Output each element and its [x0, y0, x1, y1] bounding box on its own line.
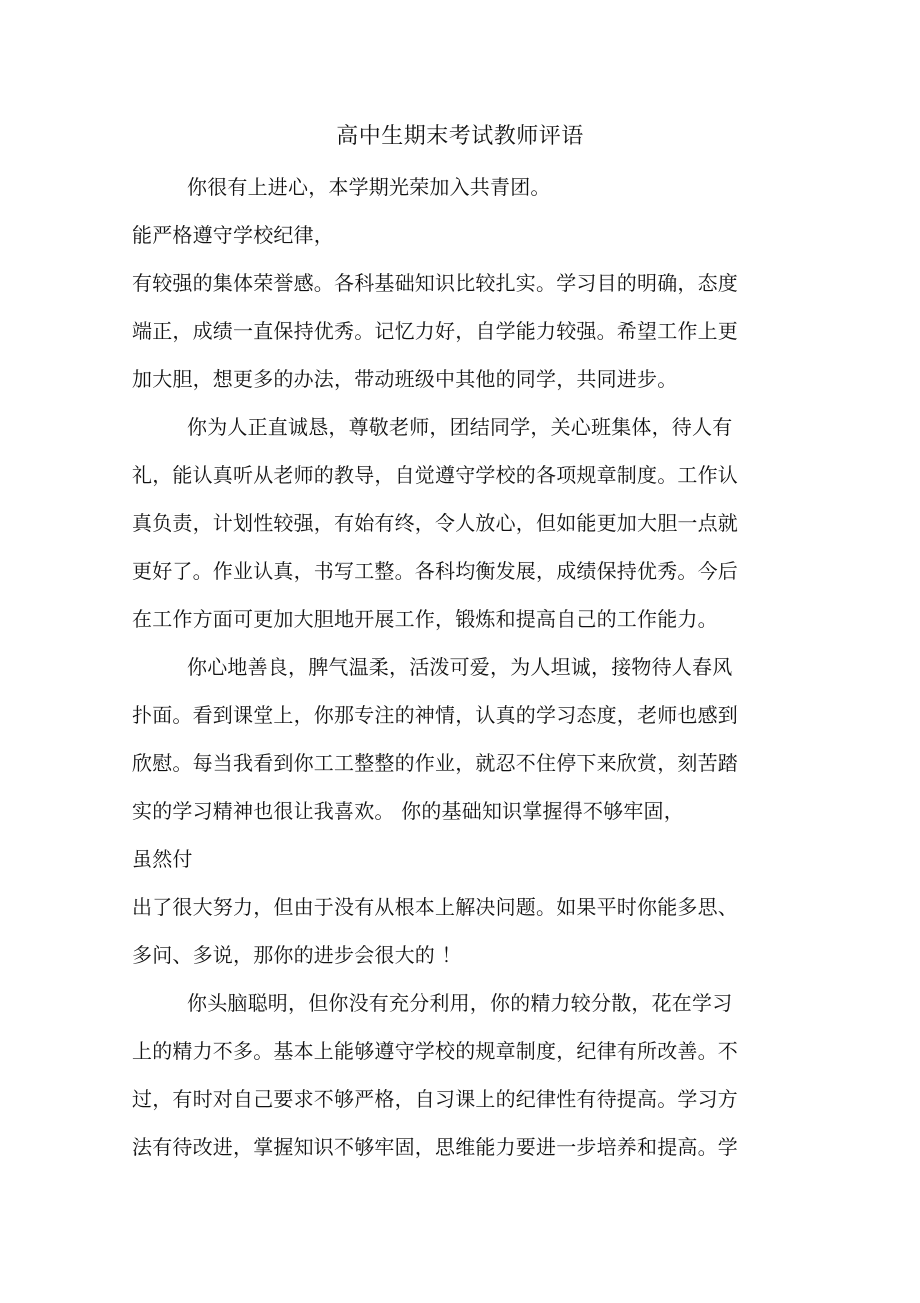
text-line: 上的精力不多。基本上能够遵守学校的规章制度，纪律有所改善。不 [132, 1039, 738, 1063]
text-line: 端正，成绩一直保持优秀。记忆力好，自学能力较强。希望工作上更 [132, 319, 738, 343]
text-line: 多问、多说，那你的进步会很大的 ！ [132, 943, 462, 967]
text-line: 出了很大努力，但由于没有从根本上解决问题。如果平时你能多思、 [132, 895, 738, 919]
document-title: 高中生期末考试教师评语 [336, 124, 584, 149]
text-line: 在工作方面可更加大胆地开展工作，锻炼和提高自己的工作能力。 [132, 607, 718, 631]
text-line: 扑面。看到课堂上，你那专注的神情，认真的学习态度，老师也感到 [132, 703, 738, 727]
document-body [132, 163, 772, 1171]
text-line: 礼，能认真听从老师的教导，自觉遵守学校的各项规章制度。工作认 [132, 463, 738, 487]
text-line: 欣慰。每当我看到你工工整整的作业，就忍不住停下来欣赏，刻苦踏 [132, 751, 738, 775]
text-line: 加大胆，想更多的办法，带动班级中其他的同学，共同进步。 [132, 367, 678, 391]
text-line: 能严格遵守学校纪律， [132, 223, 334, 247]
text-line: 法有待改进，掌握知识不够牢固，思维能力要进一步培养和提高。学 [132, 1135, 738, 1159]
text-line: 更好了。作业认真，书写工整。各科均衡发展，成绩保持优秀。今后 [132, 559, 738, 583]
text-line: 你为人正直诚恳，尊敬老师，团结同学，关心班集体，待人有 [187, 415, 733, 439]
text-line: 你很有上进心，本学期光荣加入共青团。 [187, 175, 551, 199]
text-line: 过，有时对自己要求不够严格，自习课上的纪律性有待提高。学习方 [132, 1087, 738, 1111]
text-line: 你头脑聪明，但你没有充分利用，你的精力较分散，花在学习 [187, 991, 733, 1015]
text-line: 虽然付 [132, 847, 193, 871]
text-line: 有较强的集体荣誉感。各科基础知识比较扎实。学习目的明确，态度 [132, 271, 738, 295]
text-line: 真负责，计划性较强，有始有终，令人放心，但如能更加大胆一点就 [132, 511, 738, 535]
text-line: 你心地善良，脾气温柔，活泼可爱，为人坦诚，接物待人春风 [187, 655, 733, 679]
text-line: 实的学习精神也很让我喜欢。 你的基础知识掌握得不够牢固， [132, 799, 684, 823]
